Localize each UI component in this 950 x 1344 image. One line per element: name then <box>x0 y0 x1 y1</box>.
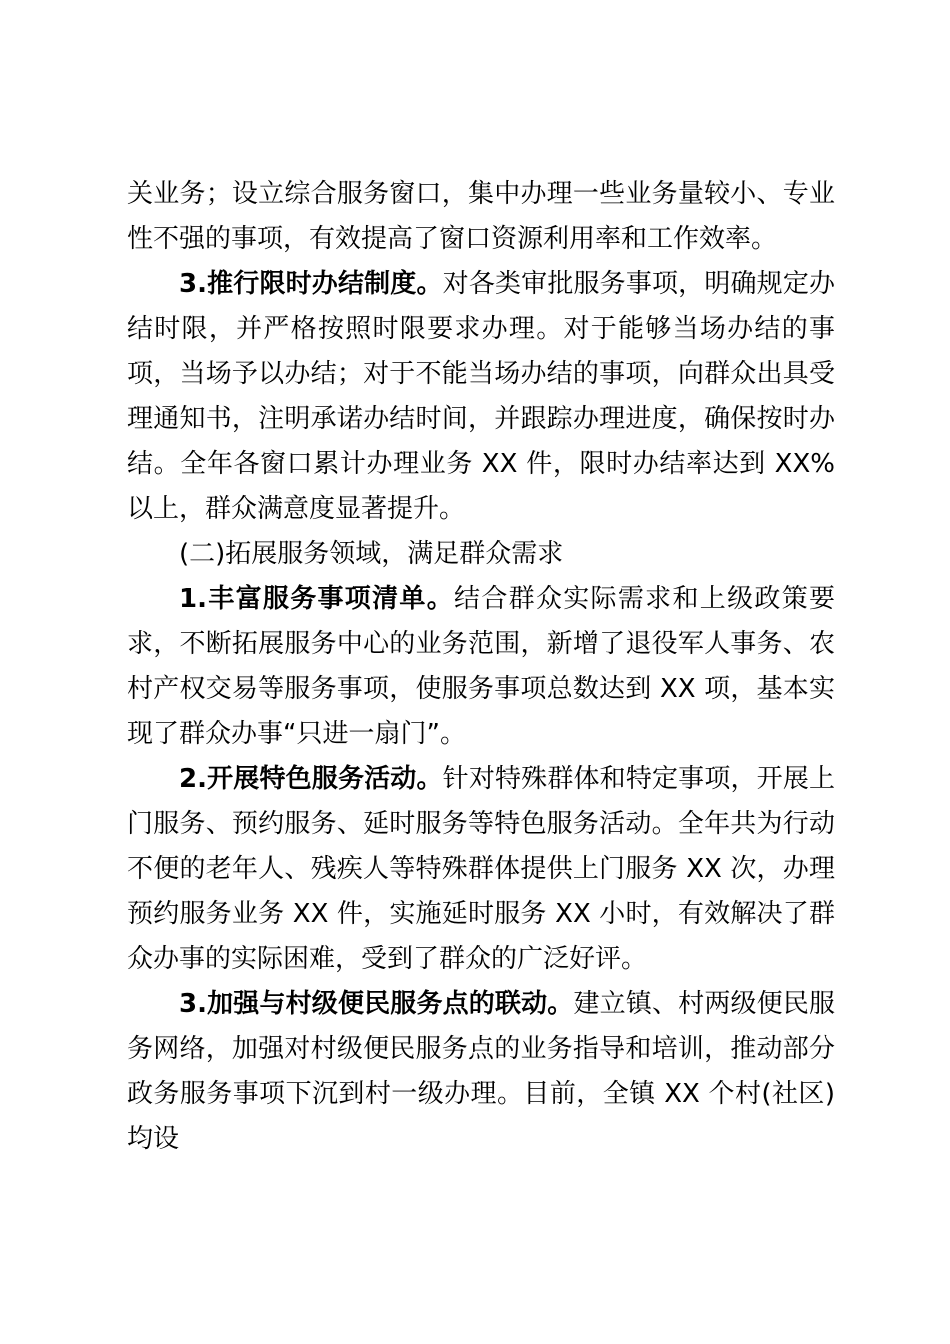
paragraph-heading: 1.丰富服务事项清单。 <box>179 584 455 614</box>
paragraph-heading: 3.加强与村级便民服务点的联动。 <box>179 989 574 1019</box>
paragraph-text: 针对特殊群体和特定事项，开展上门服务、预约服务、延时服务等特色服务活动。全年共为行动不便的老年人、残疾人等特殊群体提供上门服务 XX 次，办理预约服务业务 XX 件，实施延时服务 XX 小时，有效解决了群众办事的实际困难，受到了群众的广泛好评。 <box>127 764 835 974</box>
section-heading-text: (二)拓展服务领域，满足群众需求 <box>179 539 564 569</box>
document-body <box>127 172 835 1162</box>
paragraph-time-limit-system <box>127 262 835 532</box>
paragraph-text: 结合群众实际需求和上级政策要求，不断拓展服务中心的业务范围，新增了退役军人事务、农村产权交易等服务事项，使服务事项总数达到 XX 项，基本实现了群众办事“只进一扇门”。 <box>127 584 835 749</box>
section-heading <box>127 532 835 577</box>
paragraph-continuation <box>127 172 835 262</box>
paragraph-special-services <box>127 757 835 982</box>
paragraph-village-linkage <box>127 982 835 1162</box>
paragraph-heading: 3.推行限时办结制度。 <box>179 269 443 299</box>
paragraph-heading: 2.开展特色服务活动。 <box>179 764 443 794</box>
paragraph-text: 对各类审批服务事项，明确规定办结时限，并严格按照时限要求办理。对于能够当场办结的事项，当场予以办结；对于不能当场办结的事项，向群众出具受理通知书，注明承诺办结时间，并跟踪办理进度，确保按时办结。全年各窗口累计办理业务 XX 件，限时办结率达到 XX%以上，群众满意度显著提升。 <box>127 269 835 524</box>
paragraph-service-list <box>127 577 835 757</box>
paragraph-text: 关业务；设立综合服务窗口，集中办理一些业务量较小、专业性不强的事项，有效提高了窗口资源利用率和工作效率。 <box>127 179 835 254</box>
paragraph-text: 建立镇、村两级便民服务网络，加强对村级便民服务点的业务指导和培训，推动部分政务服务事项下沉到村一级办理。目前，全镇 XX 个村(社区)均设 <box>127 989 835 1154</box>
